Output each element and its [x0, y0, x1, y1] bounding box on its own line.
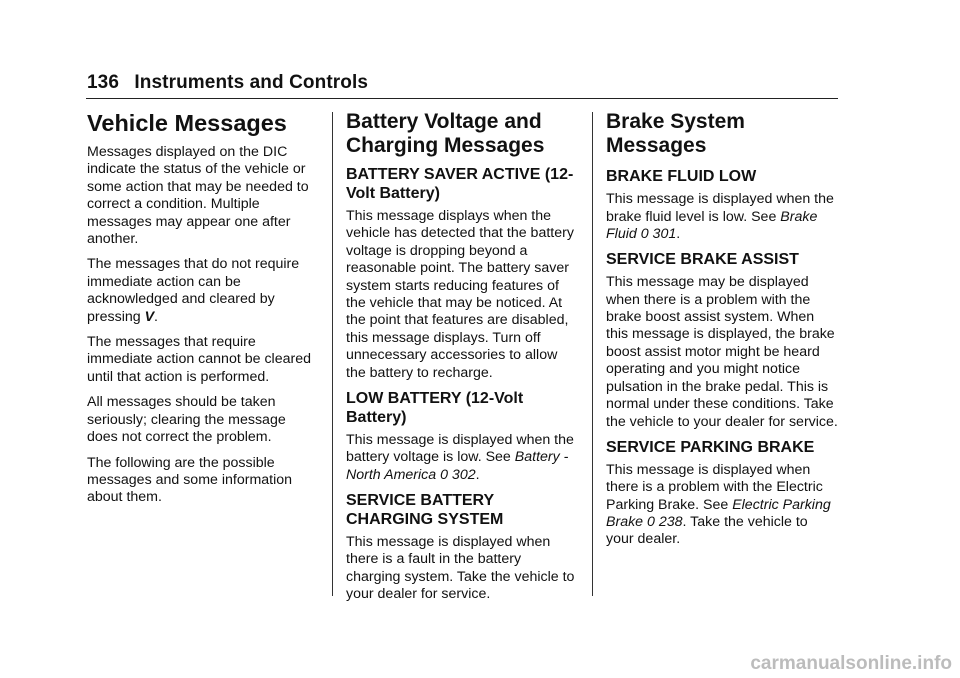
paragraph-intro: Messages displayed on the DIC indicate the status of the vehicle or some action that may be needed to correct a condition. Multiple messages may appear one after another.	[87, 144, 309, 248]
header-rule	[86, 98, 838, 99]
parking-brake-end: . Take the vehicle to your dealer.	[606, 514, 808, 548]
parking-brake-text: This message is displayed when there is a problem with the Electric Parking Brake. See	[606, 461, 823, 513]
subheading-brake-fluid-low: BRAKE FLUID LOW	[606, 168, 757, 186]
column-battery-messages	[346, 110, 578, 611]
paragraph-immediate-action: The messages that require immediate action cannot be cleared until that action is performed.	[87, 334, 311, 385]
subheading-service-brake-assist: SERVICE BRAKE ASSIST	[606, 251, 799, 269]
brake-fluid-text: This message is displayed when the brake fluid level is low. See	[606, 191, 834, 225]
column-divider-1	[332, 112, 333, 596]
checkmark-icon: V	[144, 308, 155, 325]
paragraph-acknowledge-text: The messages that do not require immediate action can be acknowledged and cleared by pressing	[87, 256, 300, 325]
column-divider-2	[592, 112, 593, 596]
subheading-battery-saver: BATTERY SAVER ACTIVE (12-Volt Battery)	[346, 166, 574, 203]
page-number: 136	[87, 72, 120, 93]
link-electric-parking-brake[interactable]: Electric Parking Brake	[606, 496, 831, 530]
paragraph-low-battery	[346, 432, 578, 484]
watermark: carmanualsonline.info	[750, 653, 952, 674]
low-battery-end: .	[475, 466, 480, 483]
link-battery-north-america[interactable]: Battery - North America	[346, 449, 569, 483]
page-ref-302[interactable]: 0 302	[440, 466, 476, 483]
section-heading-battery: Battery Voltage and Charging Messages	[346, 110, 545, 158]
section-title: Instruments and Controls	[134, 72, 368, 93]
low-battery-text: This message is displayed when the battery voltage is low. See	[346, 431, 574, 466]
paragraph-battery-saver: This message displays when the vehicle has detected that the battery voltage is dropping beyond a reasonable point. The battery saver system starts reducing features of the vehicle that may be noticed. At the point that features are disabled, this message displays. Turn off unnecessary accessories to allow the battery to recharge.	[346, 208, 574, 381]
subheading-service-parking-brake: SERVICE PARKING BRAKE	[606, 438, 815, 456]
link-brake-fluid[interactable]: Brake Fluid	[606, 208, 818, 242]
paragraph-service-battery: This message is displayed when there is a fault in the battery charging system. Take the vehicle to your dealer for service.	[346, 533, 575, 603]
paragraph-acknowledge-end: .	[154, 308, 158, 325]
section-heading-brake: Brake System Messages	[606, 110, 745, 158]
subheading-service-battery: SERVICE BATTERY CHARGING SYSTEM	[346, 492, 504, 528]
page-ref-301[interactable]: 0 301	[640, 225, 677, 242]
paragraph-service-brake-assist: This message may be displayed when there is a problem with the brake boost assist system. When this message is displayed, the brake boost assist motor might be heard operating and you might notice pulsation in the brake pedal. This is normal under these conditions. Take the vehicle to your dealer for service.	[606, 274, 838, 430]
paragraph-seriously: All messages should be taken seriously; clearing the message does not correct the problem.	[87, 394, 286, 446]
column-brake-messages	[606, 110, 838, 557]
paragraph-brake-fluid-low	[606, 191, 838, 243]
section-heading-vehicle-messages: Vehicle Messages	[87, 110, 287, 136]
subheading-low-battery: LOW BATTERY (12-Volt Battery)	[346, 390, 524, 426]
paragraph-following: The following are the possible messages and some information about them.	[87, 454, 293, 506]
paragraph-service-parking-brake	[606, 462, 838, 549]
column-vehicle-messages	[87, 110, 319, 515]
page-ref-238[interactable]: 0 238	[647, 514, 683, 530]
brake-fluid-end: .	[676, 225, 681, 242]
page-header	[87, 72, 368, 94]
paragraph-acknowledge	[87, 256, 319, 326]
